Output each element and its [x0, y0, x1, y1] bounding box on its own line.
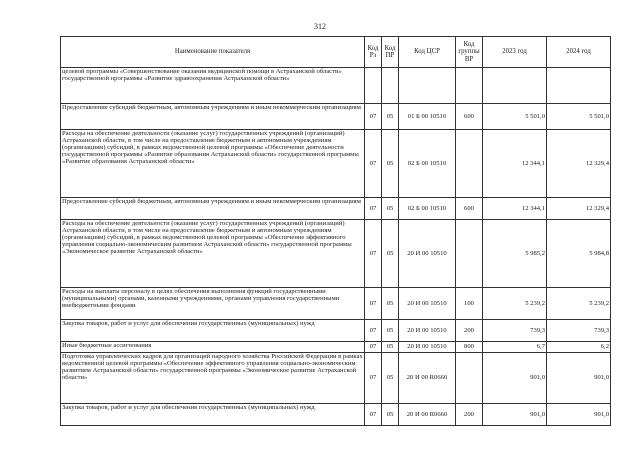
cell-name: Расходы на выплаты персоналу в целях обеспечения выполнения функций государственными (муниципальными) органами, казенными учреждениями, органами управления государственными внебюджетными фондами: [61, 288, 365, 320]
cell-2023: 6,7: [483, 342, 547, 353]
header-rz: Код Рз: [365, 37, 382, 68]
cell-rz: 07: [365, 220, 382, 288]
cell-pr: [382, 68, 399, 104]
cell-csr: [399, 68, 456, 104]
cell-csr: 20 И 00 10510: [399, 220, 456, 288]
cell-name: Расходы на обеспечение деятельности (оказание услуг) государственных учреждений (организаций) Астраханской области, в том числе на предоставление бюджетным и автономным учреждениям (организациям) субсидий, в рамках ведомственной целевой программы «Обеспечение деятельности государственной программы «Развитие образования Астраханской области» государственной программы «Развитие образования Астраханской области»: [61, 130, 365, 198]
cell-vr: 600: [456, 198, 483, 220]
cell-csr: 01 Б 00 10510: [399, 104, 456, 130]
cell-2023: 5 501,0: [483, 104, 547, 130]
cell-rz: 07: [365, 104, 382, 130]
table-row: [61, 104, 611, 130]
cell-2024: 6,2: [547, 342, 611, 353]
header-name: Наименование показателя: [61, 37, 365, 68]
cell-pr: 05: [382, 320, 399, 342]
cell-2023: 12 344,1: [483, 130, 547, 198]
table-header-row: [61, 37, 611, 68]
cell-pr: 05: [382, 130, 399, 198]
table-row: [61, 288, 611, 320]
cell-rz: 07: [365, 320, 382, 342]
cell-rz: 07: [365, 342, 382, 353]
cell-name: Расходы на обеспечение деятельности (оказание услуг) государственных учреждений (организаций) Астраханской области, в том числе на предоставление бюджетным и автономным учреждениям (организациям) субсидий, в рамках ведомственной целевой программы «Обеспечение эффективного управления социально-экономическим развитием Астраханской области» государственной программы «Экономическое развитие Астраханской области»: [61, 220, 365, 288]
page-number: 312: [314, 22, 326, 31]
table-row: [61, 68, 611, 104]
cell-rz: 07: [365, 353, 382, 404]
cell-csr: 20 И 00 R0660: [399, 353, 456, 404]
cell-2024: 901,0: [547, 353, 611, 404]
cell-vr: 200: [456, 404, 483, 426]
cell-name: Предоставление субсидий бюджетным, автономным учреждениям и иным некоммерческим организациям: [61, 104, 365, 130]
table-row: [61, 404, 611, 426]
cell-2023: 901,0: [483, 353, 547, 404]
cell-csr: 20 И 00 10510: [399, 320, 456, 342]
cell-csr: 20 И 00 10510: [399, 288, 456, 320]
cell-2023: [483, 68, 547, 104]
cell-vr: [456, 353, 483, 404]
table-row: [61, 342, 611, 353]
cell-csr: 20 И 00 10510: [399, 342, 456, 353]
cell-2024: 12 329,4: [547, 198, 611, 220]
cell-vr: [456, 68, 483, 104]
cell-2024: 739,3: [547, 320, 611, 342]
cell-name: Иные бюджетные ассигнования: [61, 342, 365, 353]
cell-2024: 5 239,2: [547, 288, 611, 320]
cell-2024: [547, 68, 611, 104]
table-body: [61, 68, 611, 426]
cell-2024: 901,0: [547, 404, 611, 426]
cell-2023: 5 239,2: [483, 288, 547, 320]
cell-2024: 12 329,4: [547, 130, 611, 198]
cell-2023: 12 344,1: [483, 198, 547, 220]
cell-pr: 05: [382, 353, 399, 404]
cell-vr: 600: [456, 104, 483, 130]
cell-2023: 901,0: [483, 404, 547, 426]
cell-name: Подготовка управленческих кадров для организаций народного хозяйства Российской Федерации в рамках ведомственной целевой программы «Обеспечение эффективного управления социально-экономическим развитием Астраханской области» государственной программы «Экономическое развитие Астраханской области»: [61, 353, 365, 404]
header-2024: 2024 год: [547, 37, 611, 68]
cell-pr: 05: [382, 198, 399, 220]
table-row: [61, 353, 611, 404]
cell-rz: [365, 68, 382, 104]
header-vr: Код группы ВР: [456, 37, 483, 68]
cell-2024: 5 501,0: [547, 104, 611, 130]
cell-name: Закупка товаров, работ и услуг для обеспечения государственных (муниципальных) нужд: [61, 320, 365, 342]
budget-table: [60, 36, 611, 426]
table-row: [61, 220, 611, 288]
table-row: [61, 198, 611, 220]
cell-csr: 02 Б 00 10510: [399, 198, 456, 220]
cell-name: Предоставление субсидий бюджетным, автономным учреждениям и иным некоммерческим организациям: [61, 198, 365, 220]
cell-pr: 05: [382, 104, 399, 130]
cell-vr: [456, 220, 483, 288]
table-row: [61, 130, 611, 198]
cell-2023: 5 985,2: [483, 220, 547, 288]
cell-pr: 05: [382, 220, 399, 288]
cell-vr: 200: [456, 320, 483, 342]
cell-csr: 20 И 00 R0660: [399, 404, 456, 426]
table-row: [61, 320, 611, 342]
cell-rz: 07: [365, 404, 382, 426]
cell-2024: 5 984,8: [547, 220, 611, 288]
cell-pr: 05: [382, 288, 399, 320]
cell-rz: 07: [365, 130, 382, 198]
header-pr: Код ПР: [382, 37, 399, 68]
cell-pr: 05: [382, 342, 399, 353]
cell-vr: [456, 130, 483, 198]
cell-rz: 07: [365, 198, 382, 220]
cell-vr: 800: [456, 342, 483, 353]
cell-name: Закупка товаров, работ и услуг для обеспечения государственных (муниципальных) нужд: [61, 404, 365, 426]
header-2023: 2023 год: [483, 37, 547, 68]
cell-2023: 739,3: [483, 320, 547, 342]
cell-csr: 02 Б 00 10510: [399, 130, 456, 198]
cell-vr: 100: [456, 288, 483, 320]
cell-rz: 07: [365, 288, 382, 320]
cell-pr: 05: [382, 404, 399, 426]
header-csr: Код ЦСР: [399, 37, 456, 68]
cell-name: целевой программы «Совершенствование оказания медицинской помощи в Астраханской области» государственной программы «Развитие здравоохранения Астраханской области»: [61, 68, 365, 104]
